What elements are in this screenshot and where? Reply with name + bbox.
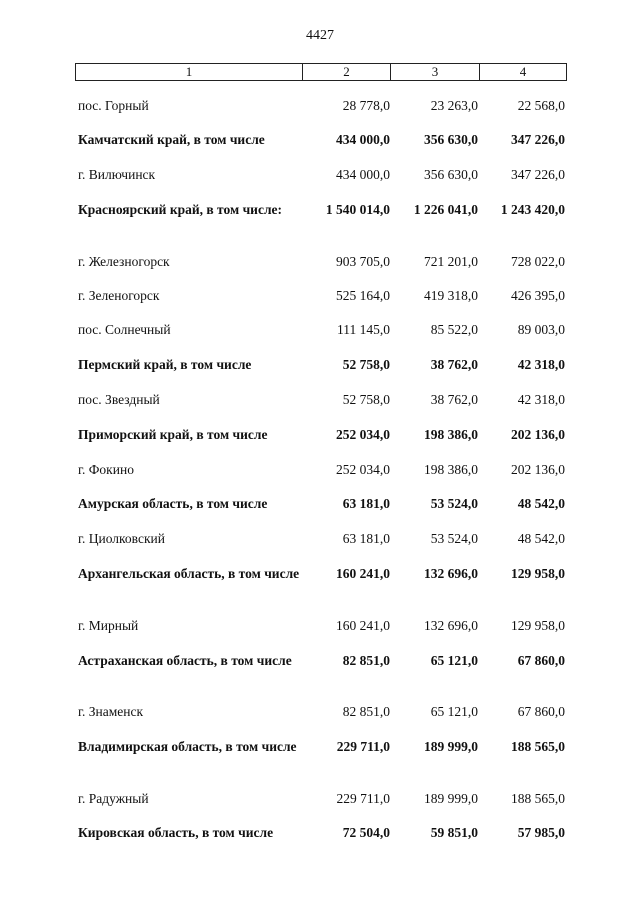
row-value-3: 65 121,0 bbox=[430, 704, 478, 719]
row-value-2: 229 711,0 bbox=[336, 791, 390, 806]
row-value-3: 132 696,0 bbox=[424, 618, 478, 633]
row-name: Архангельская область, в том числе bbox=[78, 566, 300, 581]
row-value-3: 198 386,0 bbox=[424, 462, 478, 477]
row-value-4: 202 136,0 bbox=[511, 427, 565, 442]
row-value-4: 129 958,0 bbox=[511, 618, 565, 633]
row-value-3: 198 386,0 bbox=[424, 427, 478, 442]
row-value-2: 160 241,0 bbox=[336, 566, 390, 581]
row-value-3: 419 318,0 bbox=[424, 288, 478, 303]
row-value-4: 42 318,0 bbox=[517, 392, 565, 407]
row-value-3: 356 630,0 bbox=[424, 167, 478, 182]
row-value-2: 229 711,0 bbox=[336, 739, 390, 754]
row-name: Красноярский край, в том числе: bbox=[78, 202, 283, 217]
row-value-2: 160 241,0 bbox=[336, 618, 390, 633]
row-value-2: 434 000,0 bbox=[336, 132, 390, 147]
row-value-4: 426 395,0 bbox=[511, 288, 565, 303]
row-value-4: 67 860,0 bbox=[517, 653, 565, 668]
column-header-2: 2 bbox=[302, 64, 390, 80]
row-value-4: 347 226,0 bbox=[511, 167, 565, 182]
row-value-2: 252 034,0 bbox=[336, 427, 390, 442]
row-value-3: 1 226 041,0 bbox=[413, 202, 478, 217]
row-value-3: 721 201,0 bbox=[424, 254, 478, 269]
row-value-4: 22 568,0 bbox=[517, 98, 565, 113]
row-name: г. Мирный bbox=[78, 618, 139, 633]
row-value-4: 188 565,0 bbox=[511, 739, 565, 754]
row-value-2: 63 181,0 bbox=[342, 496, 390, 511]
row-value-3: 23 263,0 bbox=[430, 98, 478, 113]
row-value-2: 252 034,0 bbox=[336, 462, 390, 477]
row-value-4: 89 003,0 bbox=[517, 322, 565, 337]
row-name: г. Зеленогорск bbox=[78, 288, 160, 303]
row-name: Камчатский край, в том числе bbox=[78, 132, 265, 147]
row-value-4: 48 542,0 bbox=[517, 531, 565, 546]
row-value-3: 38 762,0 bbox=[430, 392, 478, 407]
row-value-2: 903 705,0 bbox=[336, 254, 390, 269]
row-name: г. Железногорск bbox=[78, 254, 170, 269]
row-value-4: 1 243 420,0 bbox=[500, 202, 565, 217]
row-value-4: 347 226,0 bbox=[511, 132, 565, 147]
row-name: Пермский край, в том числе bbox=[78, 357, 252, 372]
column-header-4: 4 bbox=[479, 64, 566, 80]
row-name: г. Знаменск bbox=[78, 704, 144, 719]
row-value-3: 65 121,0 bbox=[430, 653, 478, 668]
row-name: г. Фокино bbox=[78, 462, 134, 477]
row-value-3: 53 524,0 bbox=[430, 531, 478, 546]
row-value-4: 42 318,0 bbox=[517, 357, 565, 372]
row-name: Приморский край, в том числе bbox=[78, 427, 268, 442]
row-name: пос. Горный bbox=[78, 98, 149, 113]
row-value-3: 132 696,0 bbox=[424, 566, 478, 581]
row-value-3: 356 630,0 bbox=[424, 132, 478, 147]
row-name: г. Радужный bbox=[78, 791, 149, 806]
row-value-4: 48 542,0 bbox=[517, 496, 565, 511]
row-name: Владимирская область, в том числе bbox=[78, 739, 297, 754]
row-value-3: 38 762,0 bbox=[430, 357, 478, 372]
column-header-1: 1 bbox=[185, 64, 193, 79]
row-value-2: 434 000,0 bbox=[336, 167, 390, 182]
row-name: пос. Звездный bbox=[78, 392, 160, 407]
row-value-2: 82 851,0 bbox=[342, 653, 390, 668]
row-value-4: 129 958,0 bbox=[511, 566, 565, 581]
row-name: Амурская область, в том числе bbox=[78, 496, 268, 511]
row-name: г. Вилючинск bbox=[78, 167, 156, 182]
row-value-2: 28 778,0 bbox=[342, 98, 390, 113]
row-value-3: 189 999,0 bbox=[424, 739, 478, 754]
row-name: пос. Солнечный bbox=[78, 322, 171, 337]
row-value-4: 202 136,0 bbox=[511, 462, 565, 477]
row-value-2: 1 540 014,0 bbox=[325, 202, 390, 217]
row-value-2: 111 145,0 bbox=[337, 322, 390, 337]
row-name: Кировская область, в том числе bbox=[78, 825, 274, 840]
row-name: г. Циолковский bbox=[78, 531, 165, 546]
row-value-2: 72 504,0 bbox=[342, 825, 390, 840]
row-value-4: 67 860,0 bbox=[517, 704, 565, 719]
row-value-2: 82 851,0 bbox=[342, 704, 390, 719]
row-value-2: 63 181,0 bbox=[342, 531, 390, 546]
row-value-2: 525 164,0 bbox=[336, 288, 390, 303]
row-value-2: 52 758,0 bbox=[342, 357, 390, 372]
row-value-4: 188 565,0 bbox=[511, 791, 565, 806]
row-value-3: 53 524,0 bbox=[430, 496, 478, 511]
row-value-3: 189 999,0 bbox=[424, 791, 478, 806]
column-header-3: 3 bbox=[390, 64, 479, 80]
row-value-4: 728 022,0 bbox=[511, 254, 565, 269]
row-value-3: 59 851,0 bbox=[430, 825, 478, 840]
page-number: 4427 bbox=[306, 28, 334, 43]
row-value-4: 57 985,0 bbox=[517, 825, 565, 840]
row-name: Астраханская область, в том числе bbox=[78, 653, 292, 668]
row-value-2: 52 758,0 bbox=[342, 392, 390, 407]
row-value-3: 85 522,0 bbox=[430, 322, 478, 337]
